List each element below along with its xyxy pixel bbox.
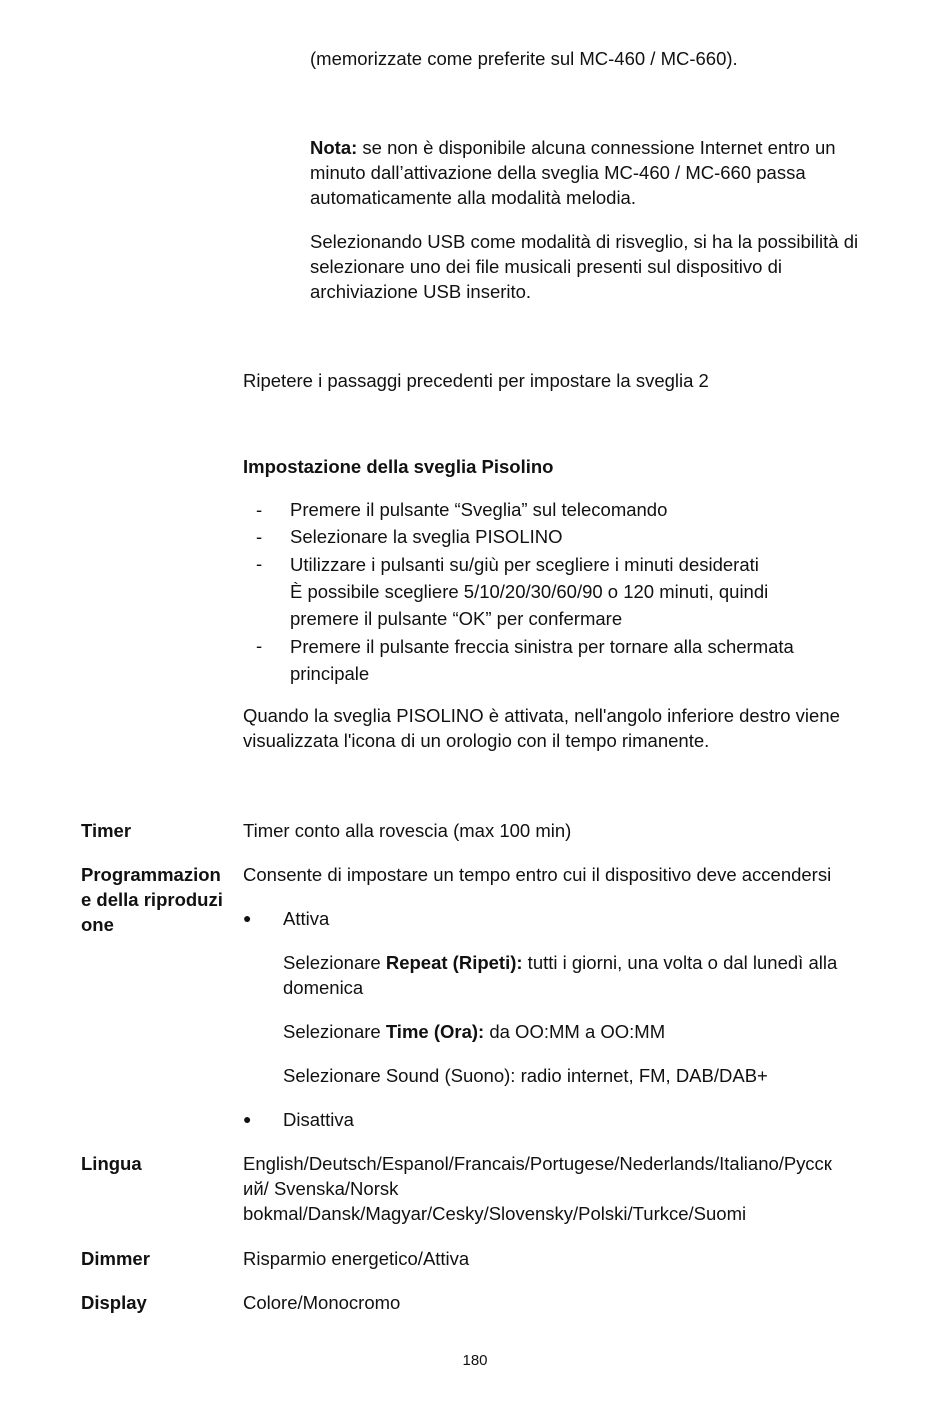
repeat-text: tutti i giorni, una volta o dal lunedì alla domenica — [283, 952, 838, 998]
time-label: Time (Ora): — [385, 1021, 485, 1042]
favorites-line: (memorizzate come preferite sul MC-460 / MC-660). — [310, 48, 738, 69]
snooze-step-text: Premere il pulsante “Sveglia” sul telecomando — [290, 499, 668, 520]
timer-value: Timer conto alla rovescia (max 100 min) — [243, 820, 572, 841]
playback-time — [283, 1019, 863, 1044]
time-prefix: Selezionare — [283, 1021, 386, 1042]
time-text: da OO:MM a OO:MM — [484, 1021, 666, 1042]
snooze-step — [256, 497, 856, 522]
dash-bullet: - — [256, 499, 263, 520]
bullet-icon: ● — [243, 910, 252, 926]
repeat-label: Repeat (Ripeti): — [385, 952, 523, 973]
language-line: English/Deutsch/Espanol/Francais/Portugese/Nederlands/Italiano/Русск — [243, 1153, 832, 1174]
note-paragraph — [310, 135, 855, 210]
snooze-step — [256, 633, 856, 687]
snooze-step-text: Utilizzare i pulsanti su/giù per scegliere i minuti desiderati È possibile scegliere 5/10/20/30/60/90 o 120 minuti, quindi premere il pulsante “OK” per confermare — [290, 554, 769, 629]
snooze-step — [256, 551, 856, 631]
language-value — [243, 1151, 863, 1226]
note-label: Nota: — [310, 137, 358, 158]
snooze-heading: Impostazione della sveglia Pisolino — [243, 456, 554, 477]
dimmer-value: Risparmio energetico/Attiva — [243, 1248, 470, 1269]
dash-bullet: - — [256, 526, 263, 547]
language-label: Lingua — [81, 1153, 142, 1174]
display-label: Display — [81, 1292, 147, 1313]
repeat-alarm-text: Ripetere i passaggi precedenti per impostare la sveglia 2 — [243, 370, 709, 391]
playback-repeat — [283, 950, 858, 1000]
timer-label: Timer — [81, 820, 132, 841]
snooze-step — [256, 524, 856, 549]
playback-on: Attiva — [283, 908, 330, 929]
playback-label: Programmazion e della riproduzione — [81, 864, 223, 935]
snooze-step-text: Selezionare la sveglia PISOLINO — [290, 526, 563, 547]
bullet-icon: ● — [243, 1111, 252, 1127]
usb-paragraph: Selezionando USB come modalità di risveglio, si ha la possibilità di selezionare uno dei file musicali presenti sul dispositivo di archiviazione USB inserito. — [310, 231, 859, 302]
note-text: se non è disponibile alcuna connessione Internet entro un minuto dall’attivazione della sveglia MC-460 / MC-660 passa automaticamente alla modalità melodia. — [310, 137, 836, 208]
dimmer-label: Dimmer — [81, 1248, 150, 1269]
playback-value: Consente di impostare un tempo entro cui il dispositivo deve accendersi — [243, 864, 832, 885]
dash-bullet: - — [256, 553, 263, 574]
repeat-prefix: Selezionare — [283, 952, 386, 973]
snooze-step-text: Premere il pulsante freccia sinistra per tornare alla schermata principale — [290, 636, 794, 684]
playback-off: Disattiva — [283, 1109, 354, 1130]
language-line: bokmal/Dansk/Magyar/Cesky/Slovensky/Polski/Turkce/Suomi — [243, 1203, 747, 1224]
page-number: 180 — [462, 1352, 488, 1369]
snooze-after-text: Quando la sveglia PISOLINO è attivata, nell'angolo inferiore destro viene visualizzata l'icona di un orologio con il tempo rimanente. — [243, 705, 840, 751]
playback-sound: Selezionare Sound (Suono): radio internet, FM, DAB/DAB+ — [283, 1065, 768, 1086]
dash-bullet: - — [256, 635, 263, 656]
language-line: ий/ Svenska/Norsk — [243, 1178, 399, 1199]
display-value: Colore/Monocromo — [243, 1292, 401, 1313]
